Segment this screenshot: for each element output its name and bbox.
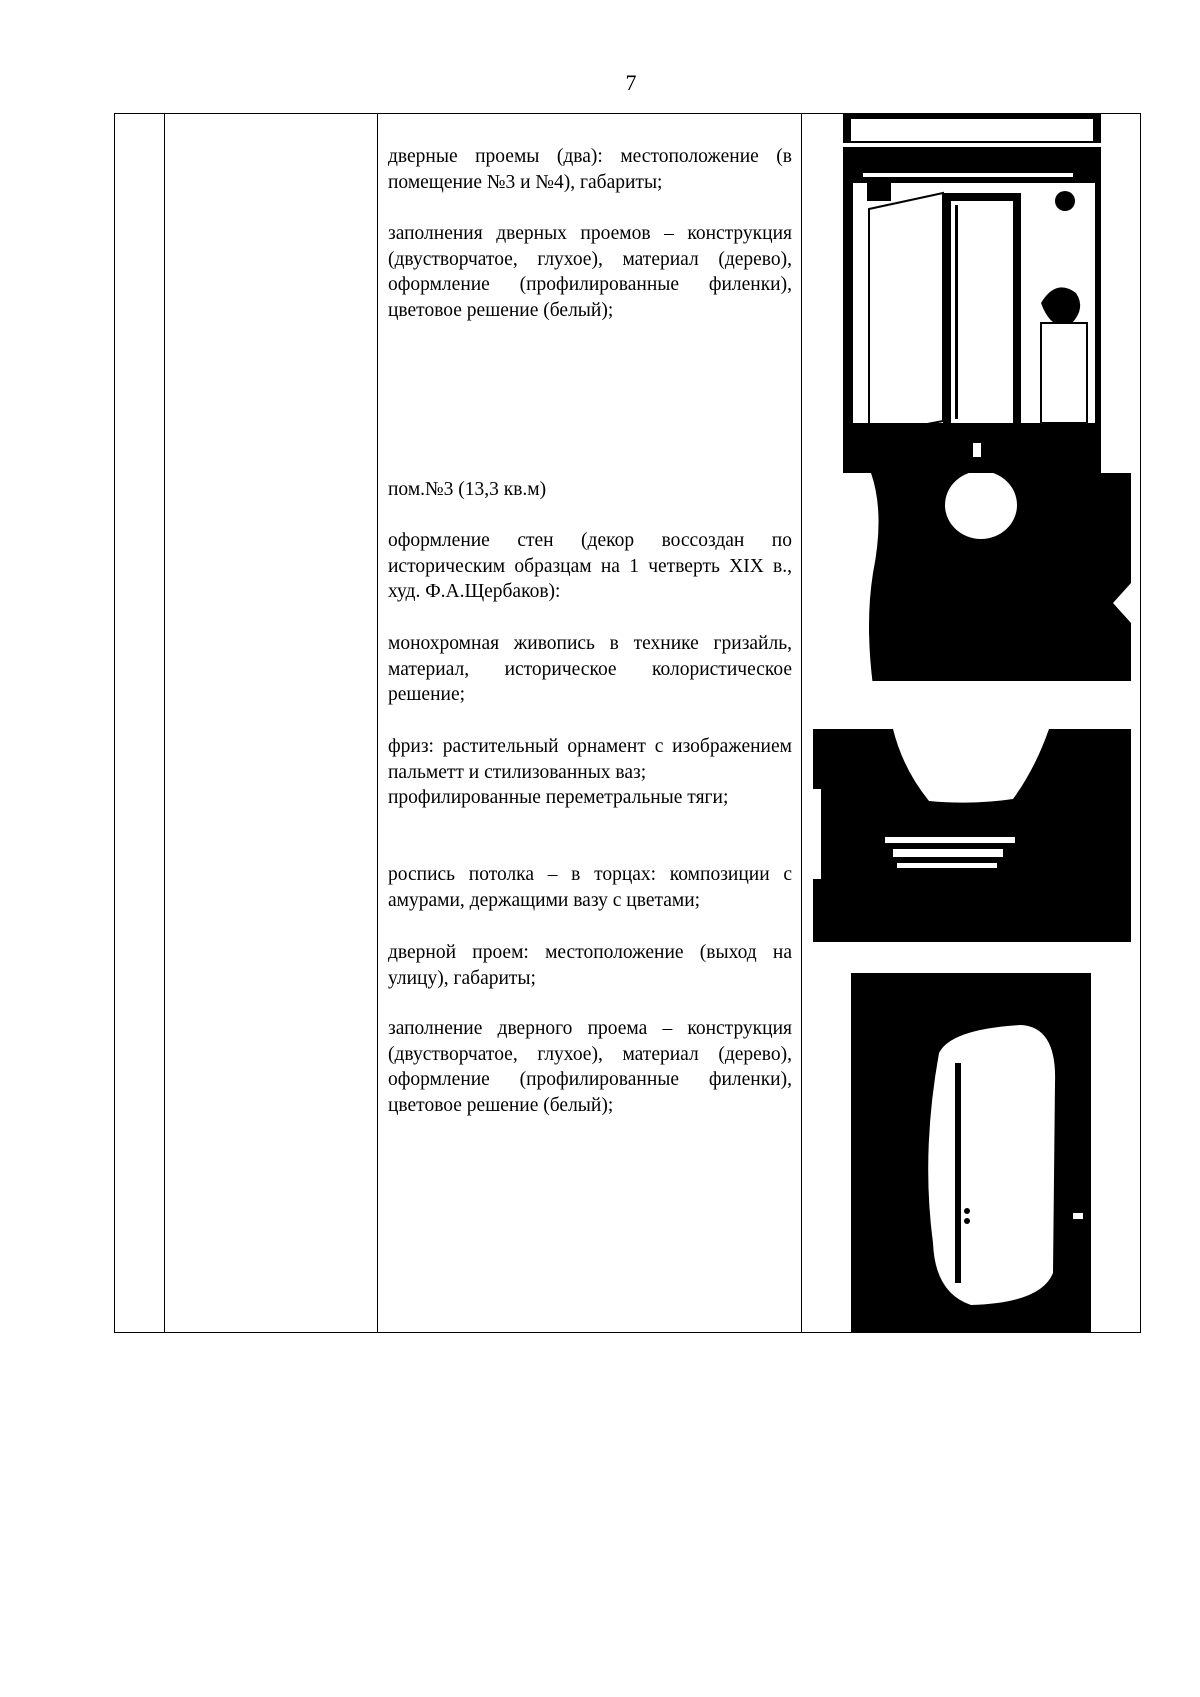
photo-doorway-interior bbox=[843, 113, 1101, 473]
photo-ceiling-frieze bbox=[813, 729, 1131, 942]
text-ceiling-painting bbox=[388, 862, 792, 913]
photo-wall-grisaille bbox=[813, 473, 1131, 686]
text-wall-decoration bbox=[388, 528, 792, 605]
text-grisaille bbox=[388, 631, 792, 708]
paragraph: заполнение дверного проема – конструкция (двустворчатое, глухое), материал (дерево), оформление (профилированные филенки), цветовое решение (белый); bbox=[388, 1018, 792, 1116]
paragraph: заполнения дверных проемов – конструкция (двустворчатое, глухое), материал (дерево), оформление (профилированные филенки), цветовое решение (белый); bbox=[388, 223, 792, 321]
paragraph: дверные проемы (два): местоположение (в помещение №3 и №4), габариты; bbox=[388, 146, 792, 193]
paragraph: пом.№3 (13,3 кв.м) bbox=[388, 479, 547, 500]
text-doorways-two bbox=[388, 144, 792, 195]
photo-entrance-door bbox=[851, 973, 1091, 1333]
column-divider-2 bbox=[377, 113, 378, 1333]
text-door-filling bbox=[388, 1016, 792, 1118]
column-divider-1 bbox=[164, 113, 165, 1333]
page-number: 7 bbox=[625, 70, 637, 95]
paragraph: профилированные переметральные тяги; bbox=[388, 787, 729, 808]
paragraph: дверной проем: местоположение (выход на улицу), габариты; bbox=[388, 942, 792, 989]
text-frieze bbox=[388, 734, 792, 811]
column-divider-3 bbox=[801, 113, 802, 1333]
paragraph: оформление стен (декор воссоздан по историческим образцам на 1 четверть XIX в., худ. Ф.А.Щербаков): bbox=[388, 530, 792, 602]
paragraph: монохромная живопись в технике гризайль, материал, историческое колористическое решение; bbox=[388, 633, 792, 705]
text-doorway-street bbox=[388, 940, 792, 991]
paragraph: фриз: растительный орнамент с изображением пальметт и стилизованных ваз; bbox=[388, 736, 792, 783]
text-room-3-heading bbox=[388, 477, 792, 503]
text-door-fillings bbox=[388, 221, 792, 323]
paragraph: роспись потолка – в торцах: композиции с амурами, держащими вазу с цветами; bbox=[388, 864, 792, 911]
